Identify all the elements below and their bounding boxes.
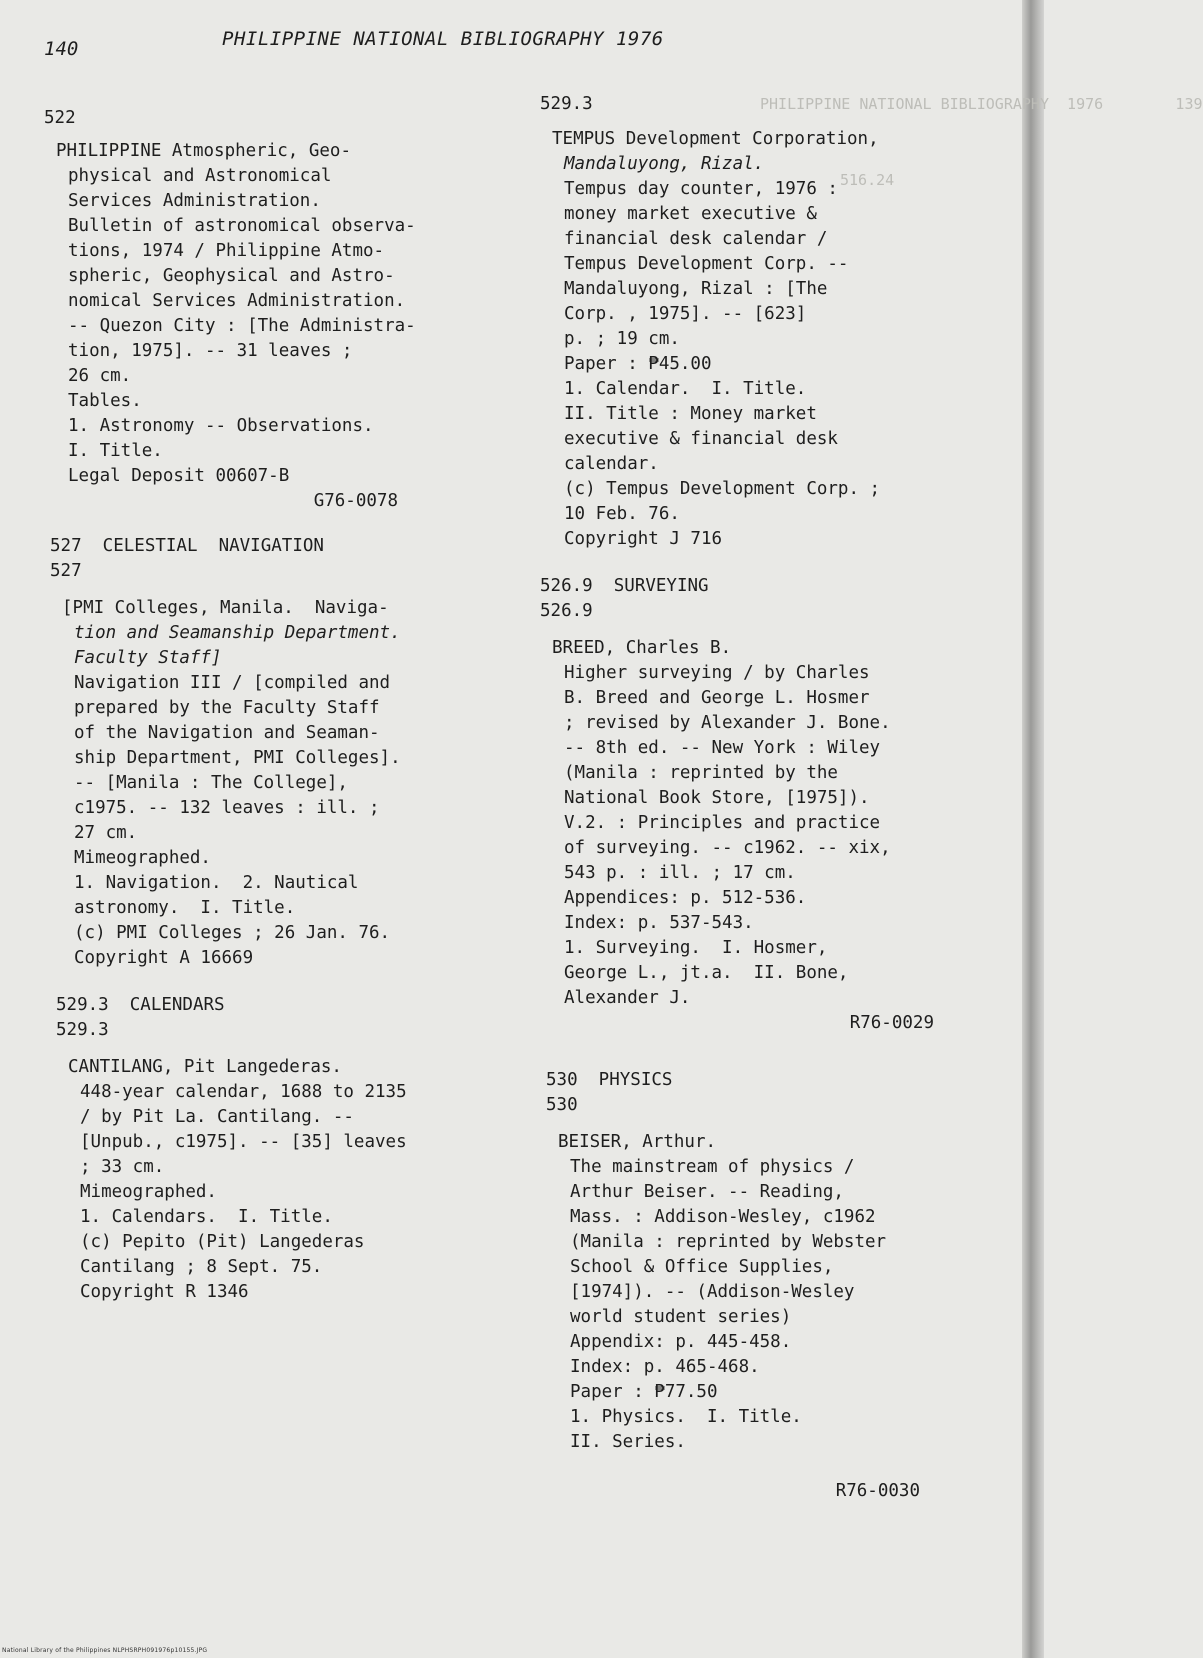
class-number: 522: [44, 108, 76, 128]
left-column: [44, 106, 494, 1305]
entry-astronomical-bulletin: PHILIPPINE Atmospheric, Geo- physical and Astronomical Services Administration. Bulletin of astronomical observa- tions, 1974 / Philippine Atmo- spheric, Geophysical and Astro- nomical Services Administration. -- Quezon City : [The Administra- tion, 1975]. -- 31 leaves ; 26 cm. Tables. 1. Astronomy -- Observations. I. Title. Legal Deposit 00607-B G76-0078: [44, 139, 494, 514]
subjects: 1. Physics. I. Title.: [570, 1407, 802, 1427]
entry-physics: BEISER, Arthur. The mainstream of physics / Arthur Beiser. -- Reading, Mass. : Addison-Wesley, c1962 (Manila : reprinted by Webster School & Office Supplies, [1974]). -- (Addison-Wesley world student series) Appendix: p. 445-458. Index: p. 465-468. Paper : ₱77.50 1. Physics. I. Title. II. Series. R76-0030: [540, 1130, 980, 1504]
entry-tempus: TEMPUS Development Corporation, Mandaluyong, Rizal. Tempus day counter, 1976 : money market executive & financial desk calendar / Tempus Development Corp. -- Mandaluyong, Rizal : [The Corp. , 1975]. -- [623] p. ; 19 cm. Paper : ₱45.00 1. Calendar. I. Title. II. Title : Money market executive & financial desk calendar. (c) Tempus Development Corp. ; 10 Feb. 76. Copyright J 716: [540, 127, 980, 552]
bleed-through-header: PHILIPPINE NATIONAL BIBLIOGRAPHY 1976 139: [760, 95, 1203, 113]
right-column: [540, 92, 980, 1504]
section-number: 530: [546, 1095, 578, 1115]
section-heading: 530 PHYSICS: [546, 1070, 673, 1090]
copyright: (c) Pepito (Pit) Langederas: [80, 1232, 365, 1252]
copyright: (c) PMI Colleges ; 26 Jan. 76.: [74, 923, 391, 943]
page-title: PHILIPPINE NATIONAL BIBLIOGRAPHY 1976: [222, 28, 664, 50]
copyright: (c) Tempus Development Corp. ;: [564, 479, 881, 499]
subjects: 1. Calendars. I. Title.: [80, 1207, 333, 1227]
note: Appendices: p. 512-536.: [564, 888, 807, 908]
section-number: 529.3: [56, 1020, 109, 1040]
entry-calendar: CANTILANG, Pit Langederas. 448-year calendar, 1688 to 2135 / by Pit La. Cantilang. -- [Unpub., c1975]. -- [35] leaves ; 33 cm. Mimeographed. 1. Calendars. I. Title. (c) Pepito (Pit) Langederas Cantilang ; 8 Sept. 75. Copyright R 1346: [44, 1055, 494, 1305]
note: Mimeographed.: [80, 1182, 217, 1202]
entry-navigation: [PMI Colleges, Manila. Naviga- tion and Seamanship Department. Faculty Staff] Navigation III / [compiled and prepared by the Faculty Staff of the Navigation and Seaman- ship Department, PMI Colleges]. -- [Manila : The College], c1975. -- 132 leaves : ill. ; 27 cm. Mimeographed. 1. Navigation. 2. Nautical astronomy. I. Title. (c) PMI Colleges ; 26 Jan. 76. Copyright A 16669: [44, 596, 494, 971]
class-number: 529.3: [540, 94, 593, 114]
section-number: 526.9: [540, 601, 593, 621]
section-heading: 527 CELESTIAL NAVIGATION: [50, 536, 324, 556]
subjects: 1. Calendar. I. Title.: [564, 379, 807, 399]
footer-credit: National Library of the Philippines NLPHSRPH091976p10155.JPG: [2, 1647, 208, 1654]
control-number: R76-0029: [849, 1013, 934, 1033]
subjects: 1. Astronomy -- Observations.: [68, 416, 374, 436]
volume: V.2. : Principles and practice: [564, 813, 881, 833]
section-heading: 526.9 SURVEYING: [540, 576, 709, 596]
page-edge-shadow: [1022, 0, 1044, 1658]
price: Paper : ₱45.00: [564, 354, 712, 374]
subjects: 1. Navigation. 2. Nautical: [74, 873, 359, 893]
bleed-through-text: 516.24: [840, 171, 895, 189]
subjects: 1. Surveying. I. Hosmer,: [564, 938, 828, 958]
note: Appendix: p. 445-458.: [570, 1332, 792, 1352]
note: Tables.: [68, 391, 142, 411]
control-number: G76-0078: [313, 491, 398, 511]
section-heading: 529.3 CALENDARS: [56, 995, 225, 1015]
note: Mimeographed.: [74, 848, 211, 868]
price: Paper : ₱77.50: [570, 1382, 718, 1402]
entry-surveying: BREED, Charles B. Higher surveying / by Charles B. Breed and George L. Hosmer ; revised by Alexander J. Bone. -- 8th ed. -- New York : Wiley (Manila : reprinted by the National Book Store, [1975]). V.2. : Principles and practice of surveying. -- c1962. -- xix, 543 p. : ill. ; 17 cm. Appendices: p. 512-536. Index: p. 537-543. 1. Surveying. I. Hosmer, George L., jt.a. II. Bone, Alexander J. R76-0029: [540, 636, 980, 1036]
page-number: 140: [44, 38, 79, 60]
section-number: 527: [50, 561, 82, 581]
legal-deposit: Legal Deposit 00607-B: [68, 466, 290, 486]
control-number: R76-0030: [835, 1481, 920, 1501]
